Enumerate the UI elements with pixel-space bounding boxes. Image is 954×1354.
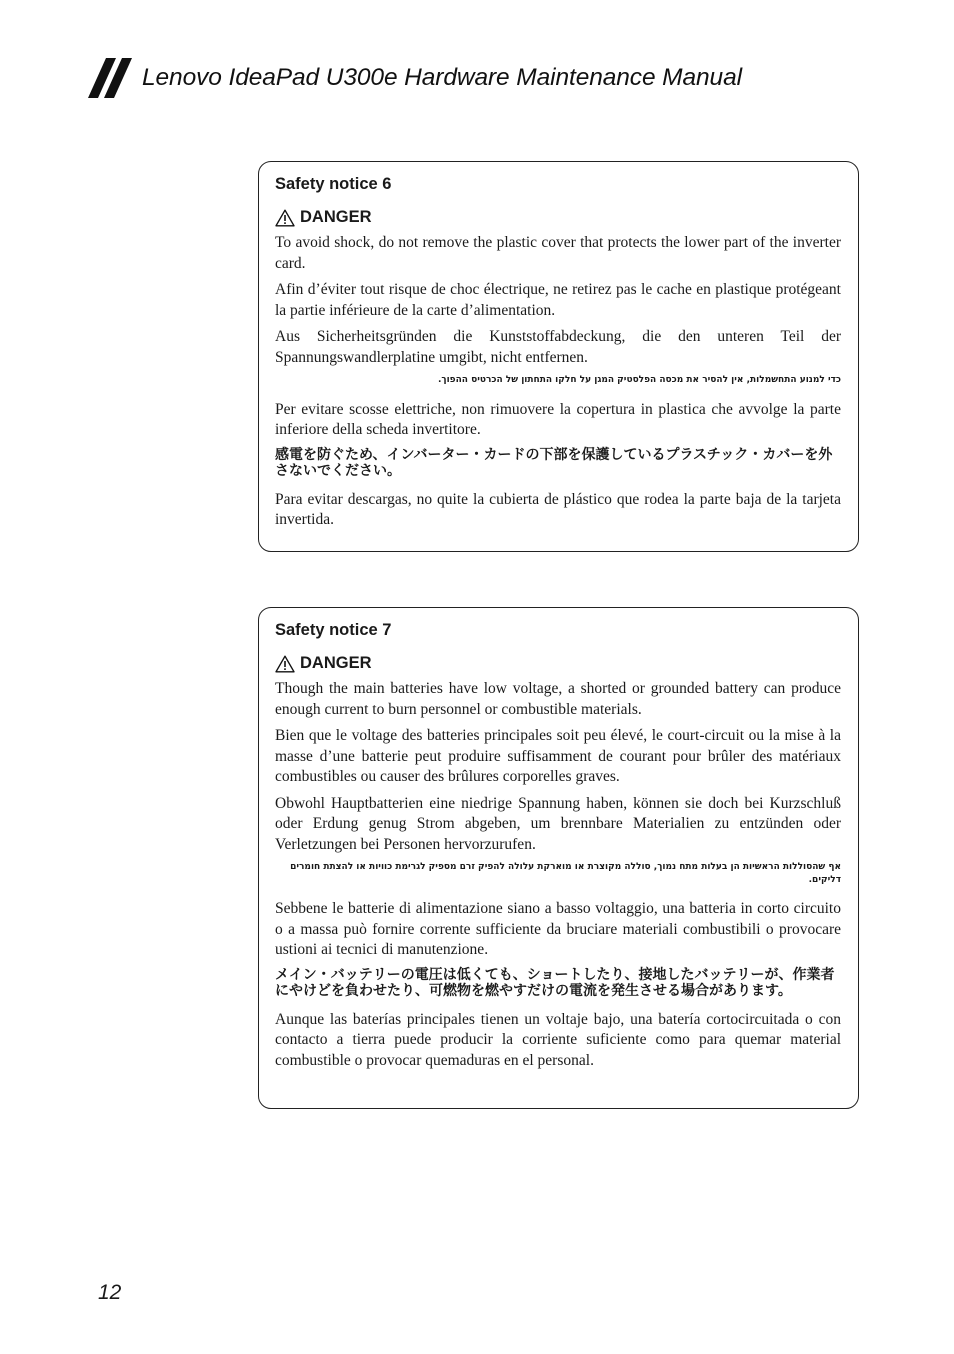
notice-title: Safety notice 7 <box>275 621 392 639</box>
page-header <box>88 58 742 98</box>
safety-notice-6 <box>258 161 859 552</box>
notice-text-he: כדי למנוע התחשמלות, אין להסיר את מכסה הפלסטיק המגן על חלקו התחתון של הכרטיס ההפוך. <box>437 375 841 385</box>
header-title: Lenovo IdeaPad U300e Hardware Maintenance Manual <box>142 64 742 91</box>
notice-title: Safety notice 6 <box>275 175 392 193</box>
notice-text-fr: Afin d’éviter tout risque de choc électrique, ne retirez pas le cache en plastique protégeant la partie inférieure de la carte d’alimentation. <box>275 281 841 319</box>
warning-triangle-icon <box>275 655 295 673</box>
safety-notice-7 <box>258 607 859 1109</box>
notice-text-he: אף שהסוללות הראשיות הן בעלות מתח נמוך, סוללה מקוצרת או מוארקת עלולה להפיק זרם מספיק לגרימת כוויות או להצתת חומרים דליקים. <box>290 862 841 885</box>
notice-text-en: Though the main batteries have low voltage, a shorted or grounded battery can produce enough current to burn personnel or combustible materials. <box>275 680 841 718</box>
notice-text-de: Aus Sicherheitsgründen die Kunststoffabdeckung, die den unteren Teil der Spannungswandlerplatine umgibt, nicht entfernen. <box>275 328 841 366</box>
danger-heading <box>275 654 841 673</box>
danger-label: DANGER <box>300 208 372 226</box>
danger-heading <box>275 208 841 227</box>
notice-text-es: Para evitar descargas, no quite la cubierta de plástico que rodea la parte baja de la tarjeta invertida. <box>275 490 841 528</box>
notice-text-ja: メイン・バッテリーの電圧は低くても、ショートしたり、接地したバッテリーが、作業者にやけどを負わせたり、可燃物を燃やすだけの電流を発生させる場合があります。 <box>275 966 835 999</box>
notice-text-es: Aunque las baterías principales tienen un voltaje bajo, una batería cortocircuitada o con contacto a tierra puede producir la corriente suficiente como para quemar material combustible o provocar quemaduras en el personal. <box>275 1010 841 1069</box>
warning-triangle-icon <box>275 209 295 227</box>
danger-label: DANGER <box>300 654 372 672</box>
notice-text-en: To avoid shock, do not remove the plastic cover that protects the lower part of the inverter card. <box>275 234 841 272</box>
notice-text-it: Sebbene le batterie di alimentazione siano a basso voltaggio, una batteria in corto circuito o a massa può fornire corrente sufficiente da bruciare materiali combustibili o provocare ustioni ai tecnici di manutenzione. <box>275 900 841 958</box>
notice-text-de: Obwohl Hauptbatterien eine niedrige Spannung haben, können sie doch bei Kurzschluß oder Erdung genug Strom abgeben, um brennbare Materialien zu entzünden oder Verletzungen bei Personen hervorzurufen. <box>275 794 841 853</box>
notice-text-it: Per evitare scosse elettriche, non rimuovere la copertura in plastica che avvolge la parte inferiore della scheda invertitore. <box>275 400 841 438</box>
notice-text-ja: 感電を防ぐため、インバーター・カードの下部を保護しているプラスチック・カバーを外さないでください。 <box>275 446 833 479</box>
notice-text-fr: Bien que le voltage des batteries principales soit peu élevé, le court-circuit ou la mise à la masse d’une batterie peut produire suffisamment de courant pour brûler des matériaux combustibles ou causer des brûlures corporelles graves. <box>275 727 841 785</box>
double-slash-logo-icon <box>88 58 136 98</box>
page-number: 12 <box>98 1281 122 1304</box>
